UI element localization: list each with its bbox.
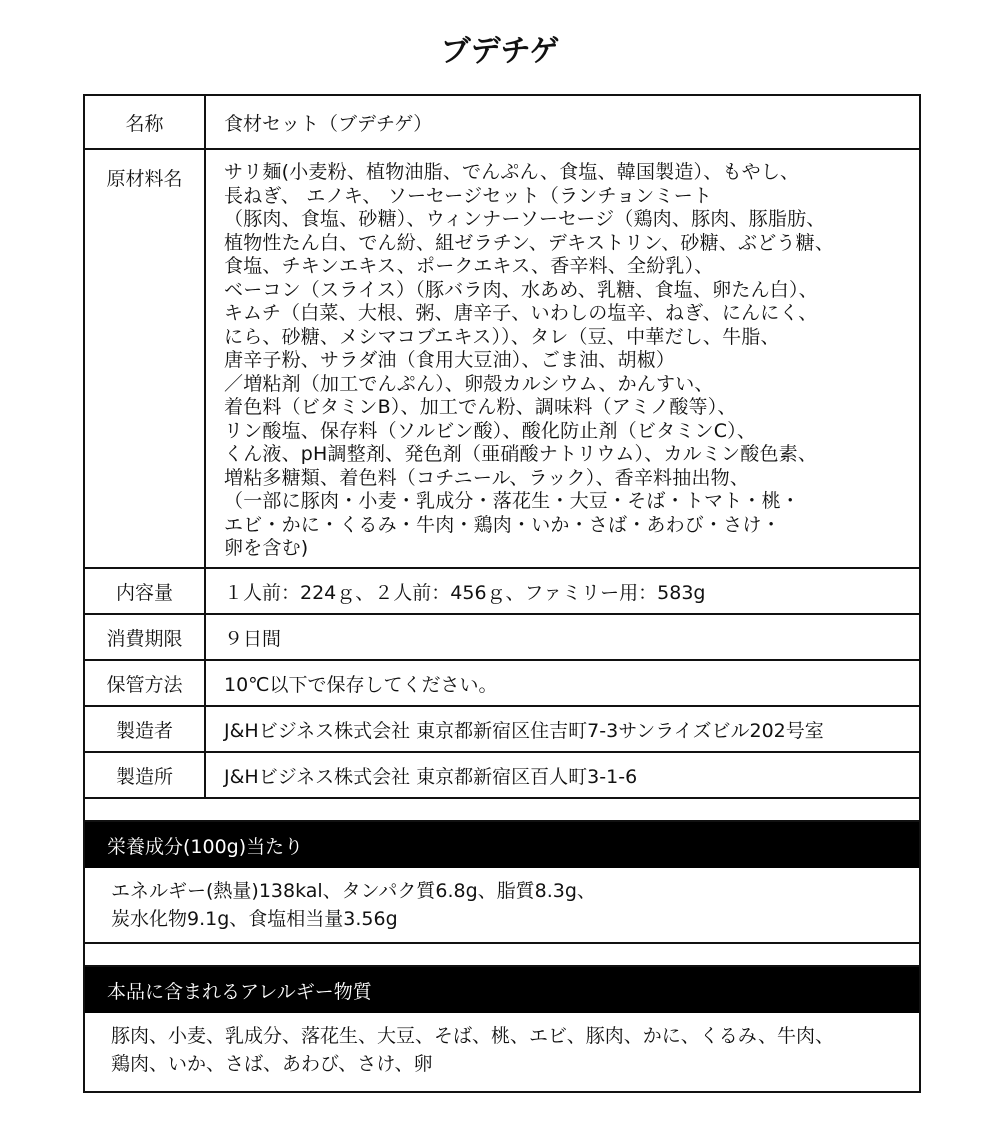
ingredient-line: にら、砂糖、メシマコブエキス））、タレ（豆、中華だし、牛脂、 (224, 325, 780, 348)
ingredient-line: 着色料（ビタミンB）、加工でん粉、調味料（アミノ酸等）、 (224, 396, 737, 418)
nutrition-line: 炭水化物9.1g、食塩相当量3.56g (111, 908, 398, 930)
row-ingredients-label: 原材料名 (85, 150, 206, 567)
row-content-label: 内容量 (85, 569, 206, 613)
ingredient-line: （一部に豚肉・小麦・乳成分・落花生・大豆・そば・トマト・桃・ (224, 490, 801, 512)
row-name (85, 96, 919, 150)
ingredient-line: キムチ（白菜、大根、粥、唐辛子、いわしの塩辛、ねぎ、にんにく、 (224, 302, 818, 324)
row-name-label: 名称 (85, 96, 206, 148)
row-content (85, 569, 919, 615)
row-maker-label: 製造者 (85, 707, 206, 751)
ingredient-line: 増粘多糖類、着色料（コチニール、ラック）、香辛料抽出物、 (224, 466, 750, 489)
row-factory-value: J&Hビジネス株式会社 東京都新宿区百人町3-1-6 (224, 765, 638, 788)
ingredient-line: エビ・かに・くるみ・牛肉・鶏肉・いか・さば・あわび・さけ・ (224, 513, 781, 536)
ingredient-line: 卵を含む) (224, 537, 309, 559)
row-expiry-label: 消費期限 (85, 615, 206, 659)
nutrition-line: エネルギー(熱量)138kal、タンパク質6.8g、脂質8.3g、 (111, 880, 596, 902)
nutrition-body (85, 868, 919, 944)
row-maker (85, 707, 919, 753)
nutrition-heading: 栄養成分(100g)当たり (85, 822, 919, 868)
row-factory (85, 753, 919, 799)
ingredient-line: サリ麺(小麦粉、植物油脂、でんぷん、食塩、韓国製造）、もやし、 (224, 161, 800, 183)
ingredient-line: （豚肉、食塩、砂糖）、ウィンナーソーセージ（鶏肉、豚肉、豚脂肪、 (224, 208, 826, 230)
food-label-table (83, 94, 921, 1093)
row-ingredients-value (206, 150, 919, 567)
ingredient-line: リン酸塩、保存料（ソルビン酸）、酸化防止剤（ビタミンC）、 (224, 419, 757, 442)
ingredient-line: 長ねぎ、 エノキ、 ソーセージセット（ランチョンミート (224, 184, 713, 207)
row-expiry (85, 615, 919, 661)
ingredient-line: ベーコン（スライス）（豚バラ肉、水あめ、乳糖、食塩、卵たん白）、 (224, 278, 818, 301)
row-factory-label: 製造所 (85, 753, 206, 797)
ingredient-line: 唐辛子粉、サラダ油（食用大豆油）、ごま油、胡椒） (224, 349, 676, 371)
row-name-value: 食材セット（ブデチゲ） (224, 112, 433, 135)
row-ingredients (85, 150, 919, 569)
allergen-line: 豚肉、小麦、乳成分、落花生、大豆、そば、桃、エビ、豚肉、かに、くるみ、牛肉、 (111, 1025, 834, 1047)
spacer-row (85, 799, 919, 822)
allergen-heading: 本品に含まれるアレルギー物質 (85, 967, 919, 1013)
row-expiry-value: ９日間 (224, 627, 282, 650)
allergen-body (85, 1013, 919, 1091)
page-title: ブデチゲ (440, 34, 560, 69)
row-storage-value: 10℃以下で保存してください。 (224, 673, 498, 696)
ingredient-line: くん液、pH調整剤、発色剤（亜硝酸ナトリウム）、カルミン酸色素、 (224, 443, 818, 465)
ingredient-line: 食塩、チキンエキス、ポークエキス、香辛料、全紛乳）、 (224, 255, 714, 277)
row-maker-value: J&Hビジネス株式会社 東京都新宿区住吉町7-3サンライズビル202号室 (224, 719, 824, 742)
ingredient-line: 植物性たん白、でん紛、組ゼラチン、デキストリン、砂糖、ぶどう糖、 (224, 231, 835, 254)
ingredient-line: ／増粘剤（加工でんぷん）、卵殻カルシウム、かんすい、 (224, 372, 714, 395)
row-storage (85, 661, 919, 707)
spacer-row (85, 944, 919, 967)
allergen-line: 鶏肉、いか、さば、あわび、さけ、卵 (111, 1053, 433, 1075)
row-content-value: １人前：224ｇ、２人前：456ｇ、ファミリー用：583g (224, 581, 706, 604)
row-storage-label: 保管方法 (85, 661, 206, 705)
